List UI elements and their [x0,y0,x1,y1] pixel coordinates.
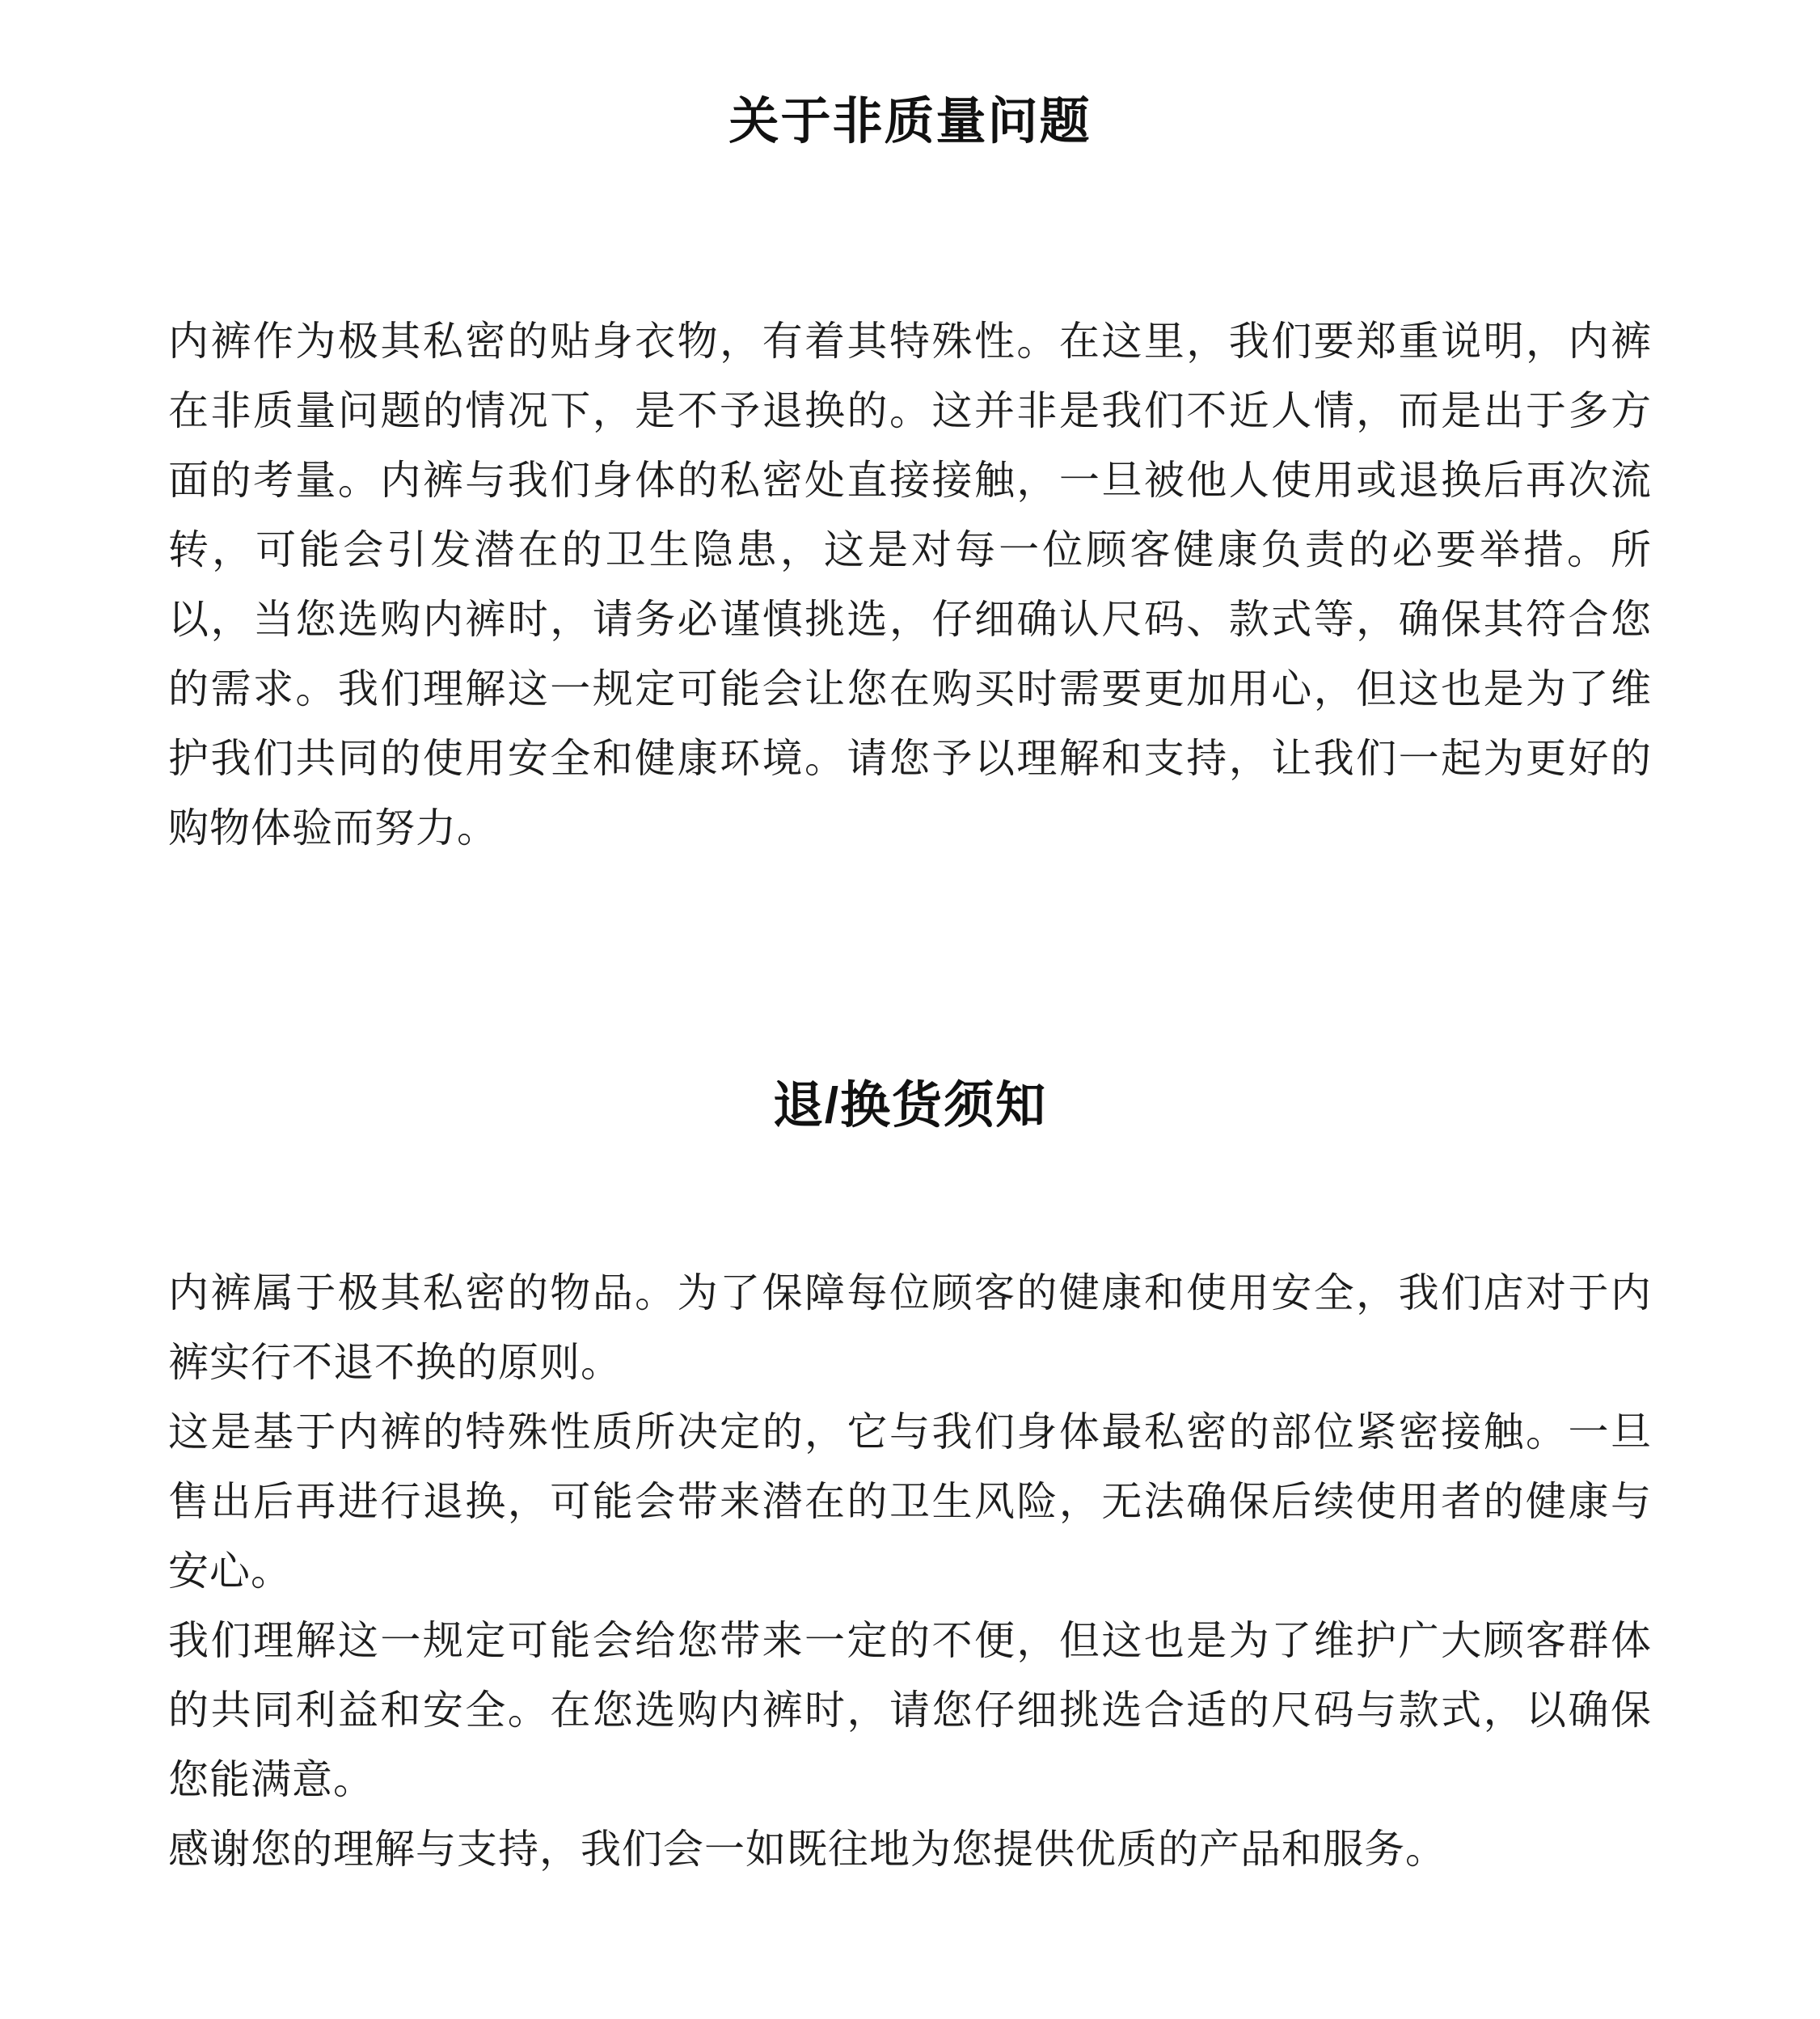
policy-paragraph: 这是基于内裤的特殊性质所决定的，它与我们身体最私密的部位紧密接触。一旦售出后再进行退换，可能会带来潜在的卫生风险，无法确保后续使用者的健康与安心。 [168,1409,1652,1594]
policy-paragraph: 我们理解这一规定可能会给您带来一定的不便，但这也是为了维护广大顾客群体的共同利益和安全。在您选购内裤时，请您仔细挑选合适的尺码与款式，以确保您能满意。 [168,1618,1652,1802]
non-quality-issues-section [168,306,1652,863]
return-exchange-notice-section [168,1258,1652,1884]
non-quality-issues-paragraph: 内裤作为极其私密的贴身衣物，有着其特殊性。在这里，我们要郑重说明，内裤在非质量问题的情况下，是不予退换的。这并非是我们不近人情，而是出于多方面的考量。内裤与我们身体的私密处直接接触，一旦被他人使用或退换后再次流转，可能会引发潜在的卫生隐患，这是对每一位顾客健康负责的必要举措。所以，当您选购内裤时，请务必谨慎挑选，仔细确认尺码、款式等，确保其符合您的需求。我们理解这一规定可能会让您在购买时需要更加用心，但这也是为了维护我们共同的使用安全和健康环境。请您予以理解和支持，让我们一起为更好的购物体验而努力。 [168,319,1652,851]
non-quality-issues-title: 关于非质量问题 [728,94,1092,150]
return-exchange-notice-title: 退/换货须知 [772,1078,1048,1134]
policy-paragraph: 感谢您的理解与支持，我们会一如既往地为您提供优质的产品和服务。 [168,1827,1446,1872]
policy-paragraph: 内裤属于极其私密的物品。为了保障每位顾客的健康和使用安全，我们店对于内裤实行不退不换的原则。 [168,1270,1652,1385]
